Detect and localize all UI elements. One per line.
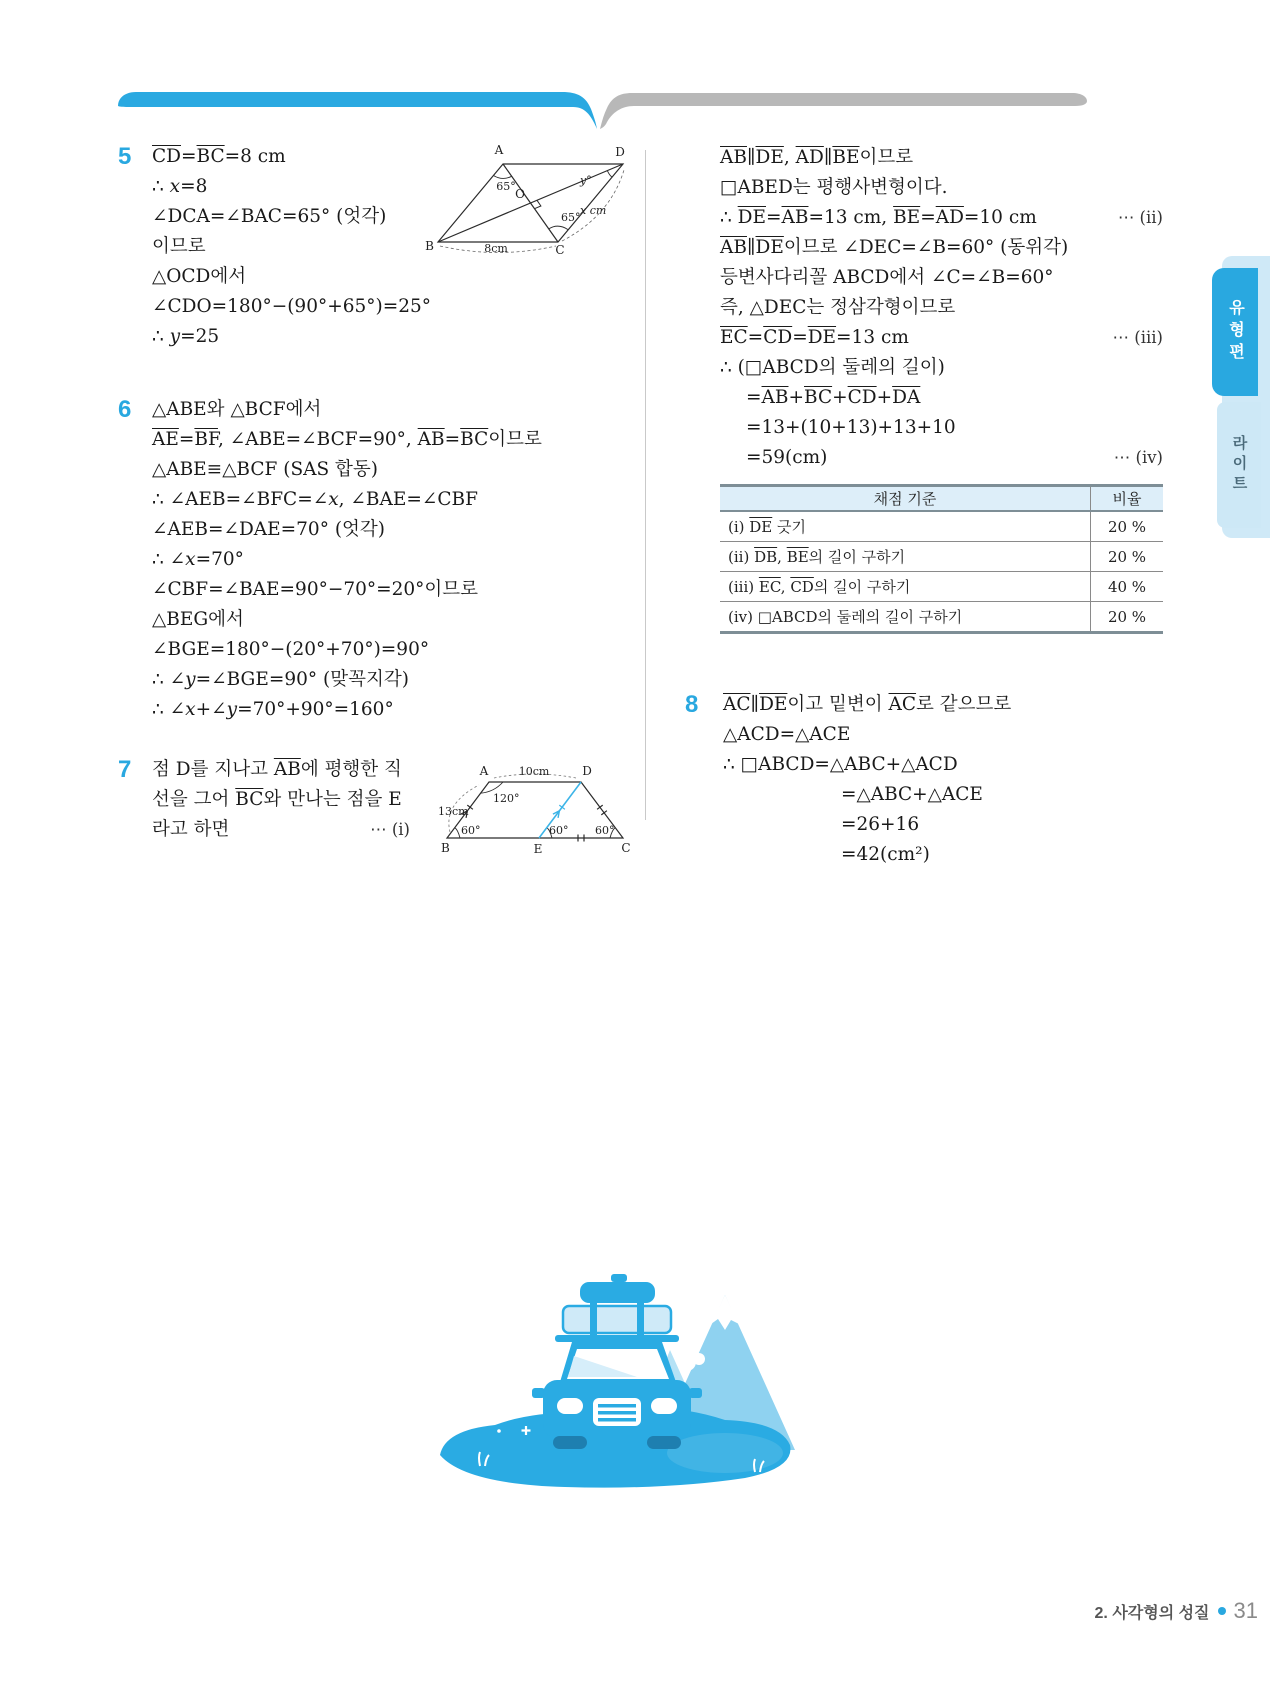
angle-label-e: 60° [549, 824, 569, 837]
angle-arc-b [455, 828, 460, 838]
vertex-label-b: B [441, 841, 450, 855]
step-marker: ⋯ (iv) [1113, 448, 1163, 467]
solution-line: 등변사다리꼴 ABCD에서 ∠C=∠B=60° [720, 267, 1054, 288]
angle-label-a: 65° [496, 180, 516, 193]
problem-8 [685, 690, 1143, 870]
solution-line: $\overline{AE}=\overline{BF}$, ∠ABE=∠BCF=90°, $\overline{AB}=\overline{BC}$이므로 [152, 429, 542, 450]
solution-line: $\overline{AC}\parallel\overline{DE}$이고 밑변이 $\overline{AC}$로 같으므로 [723, 694, 1012, 715]
grille-slat [598, 1411, 636, 1415]
criteria-cell: (iii) $\overline{EC}$, $\overline{CD}$의 길이 구하기 [720, 572, 1091, 602]
problem-7 [118, 755, 410, 845]
solution-line: ∠CBF=∠BAE=90°−70°=20°이므로 [152, 579, 479, 600]
solution-line: 이므로 [152, 236, 206, 257]
grading-row [720, 542, 1163, 572]
grille-slat [598, 1404, 636, 1408]
solution-line: ∴ ∠y=∠BGE=90° (맞꼭지각) [152, 669, 409, 690]
angle-label-c: 60° [595, 824, 615, 837]
ground-highlight [667, 1433, 783, 1473]
problem-number: 5 [118, 143, 132, 170]
luggage-top [580, 1282, 655, 1303]
solution-line: ∴ y=25 [152, 326, 220, 347]
step-marker: ⋯ (iii) [1112, 328, 1163, 347]
grille-slat [598, 1418, 636, 1422]
problem-number: 7 [118, 756, 132, 783]
solution-line: ∴ ∠AEB=∠BFC=∠x, ∠BAE=∠CBF [152, 489, 478, 510]
solution-line: ∴ ∠x+∠y=70°+90°=160° [152, 699, 394, 720]
criteria-header: 채점 기준 [720, 486, 1091, 512]
ratio-cell: 40 % [1091, 572, 1164, 602]
ratio-header: 비율 [1091, 486, 1164, 512]
solution-line: ∴ $\overline{DE}=\overline{AB}=13$ cm, $\overline{BE}=\overline{AD}=10$ cm ⋯ (ii) [720, 203, 1163, 233]
solution-lines [723, 690, 1143, 870]
solution-line: $\overline{EC}=\overline{CD}=\overline{DE}=13$ cm ⋯ (iii) [720, 323, 1163, 353]
headlight-left [557, 1398, 583, 1414]
solution-line: ∠BGE=180°−(20°+70°)=90° [152, 639, 430, 660]
tab-yuhyeongpyeon[interactable] [1212, 268, 1258, 396]
solution-line: =13+(10+13)+13+10 [746, 417, 956, 438]
solution-line: △ACD=△ACE [723, 724, 851, 745]
solution-line: ∴ □ABCD=△ABC+△ACD [723, 754, 958, 775]
side-label-xcm: x cm [580, 204, 607, 217]
grading-criteria-table [720, 484, 1163, 634]
solution-line: =59(cm) ⋯ (iv) [720, 443, 1163, 473]
sparkle-dot [497, 1429, 501, 1433]
gray-swoosh [600, 93, 1087, 129]
luggage-bottom [563, 1306, 671, 1333]
angle-label-b: 60° [461, 824, 481, 837]
problem-5 [118, 142, 452, 352]
diagonal-bd [438, 164, 623, 242]
side-label-13cm: 13cm [438, 805, 469, 818]
center-label-o: O [515, 187, 525, 201]
problem-6 [118, 395, 652, 725]
page-footer [1095, 1598, 1258, 1624]
problem7-solution-continued [720, 143, 1163, 473]
page-top-decoration [0, 0, 1270, 140]
criteria-cell: (i) $\overline{DE}$ 긋기 [720, 511, 1091, 542]
grading-header-row [720, 486, 1163, 512]
solution-line: ∴ (□ABCD의 둘레의 길이) [720, 357, 945, 378]
cloud [678, 1353, 696, 1371]
solution-line: △BEG에서 [152, 609, 244, 630]
ratio-cell: 20 % [1091, 602, 1164, 633]
problem-number: 8 [685, 691, 699, 718]
blue-swoosh [118, 92, 597, 129]
luggage-strap-right [637, 1303, 644, 1336]
travel-car-illustration [425, 1240, 805, 1495]
grading-row [720, 572, 1163, 602]
solution-line: 라고 하면 ⋯ (i) [152, 815, 410, 845]
angle-label-d: y° [580, 174, 592, 187]
right-angle-mark [535, 200, 541, 208]
tab-label: 유형편 [1226, 299, 1244, 365]
figure-problem7 [437, 760, 632, 855]
footer-dot-icon [1218, 1607, 1226, 1615]
cloud [693, 1353, 705, 1365]
figure-problem5 [425, 138, 628, 257]
vertex-label-c: C [555, 243, 565, 257]
solution-line: $\overline{AB}\parallel\overline{DE}$이므로 ∠DEC=∠B=60° (동위각) [720, 237, 1069, 258]
criteria-cell: (iv) □ABCD의 둘레의 길이 구하기 [720, 602, 1091, 633]
tab-light[interactable] [1217, 402, 1261, 528]
side-label-8cm: 8cm [484, 242, 508, 255]
solution-line: □ABED는 평행사변형이다. [720, 177, 948, 198]
vertex-label-c: C [621, 841, 631, 855]
chapter-title: 2. 사각형의 성질 [1094, 1604, 1210, 1622]
vertex-label-d: D [615, 145, 625, 159]
vertex-label-d: D [582, 764, 592, 778]
angle-arc-c [549, 226, 568, 230]
solution-line: ∠CDO=180°−(90°+65°)=25° [152, 296, 432, 317]
solution-lines [152, 395, 652, 725]
angle-arc-d [607, 171, 612, 178]
tab-label: 라이트 [1230, 435, 1248, 495]
luggage-handle [611, 1274, 627, 1282]
solution-lines [152, 755, 410, 845]
wheel-right [647, 1436, 681, 1449]
ratio-cell: 20 % [1091, 511, 1164, 542]
solution-line: 점 D를 지나고 $\overline{AB}$에 평행한 직 [152, 759, 402, 780]
page-number: 31 [1233, 1598, 1258, 1623]
solution-line: △ABE와 △BCF에서 [152, 399, 322, 420]
vertex-label-a: A [494, 143, 504, 157]
solution-line: =42(cm²) [841, 844, 930, 865]
vertex-label-e: E [533, 842, 543, 856]
roof-rack [555, 1335, 679, 1342]
solution-line: ∴ x=8 [152, 176, 208, 197]
wheel-left [553, 1436, 587, 1449]
solution-line: △OCD에서 [152, 266, 247, 287]
solution-line: $=\overline{AB}+\overline{BC}+\overline{CD}+\overline{DA}$ [746, 387, 921, 408]
solution-line: 선을 그어 $\overline{BC}$와 만나는 점을 E [152, 789, 402, 810]
tick-dc-2 [601, 811, 607, 815]
tick-dc-1 [597, 805, 603, 809]
criteria-cell: (ii) $\overline{DB}$, $\overline{BE}$의 길이 구하기 [720, 542, 1091, 572]
headlight-right [651, 1398, 677, 1414]
angle-arc-a [493, 176, 511, 179]
solution-line: =26+16 [841, 814, 920, 835]
solution-line: 즉, △DEC는 정삼각형이므로 [720, 297, 956, 318]
solution-line: ∠AEB=∠DAE=70° (엇각) [152, 519, 386, 540]
solution-line: $\overline{CD}=\overline{BC}=8$ cm [152, 146, 286, 167]
luggage-strap-left [590, 1303, 597, 1336]
problem-number: 6 [118, 396, 132, 423]
solution-lines [152, 142, 452, 352]
solution-line: $\overline{AB}\parallel\overline{DE}$, $\overline{AD}\parallel\overline{BE}$이므로 [720, 147, 914, 168]
ratio-cell: 20 % [1091, 542, 1164, 572]
vertex-label-a: A [479, 764, 489, 778]
step-marker: ⋯ (i) [370, 820, 410, 839]
step-marker: ⋯ (ii) [1117, 208, 1163, 227]
solution-line: △ABE≡△BCF (SAS 합동) [152, 459, 378, 480]
solution-line: =△ABC+△ACE [841, 784, 983, 805]
vertex-label-b: B [425, 239, 434, 253]
grading-row [720, 602, 1163, 633]
solution-line: ∴ ∠x=70° [152, 549, 244, 570]
angle-label-c: 65° [561, 211, 581, 224]
solution-line: ∠DCA=∠BAC=65° (엇각) [152, 206, 387, 227]
side-label-10cm: 10cm [518, 765, 550, 778]
angle-label-a: 120° [493, 792, 520, 805]
grading-row [720, 511, 1163, 542]
